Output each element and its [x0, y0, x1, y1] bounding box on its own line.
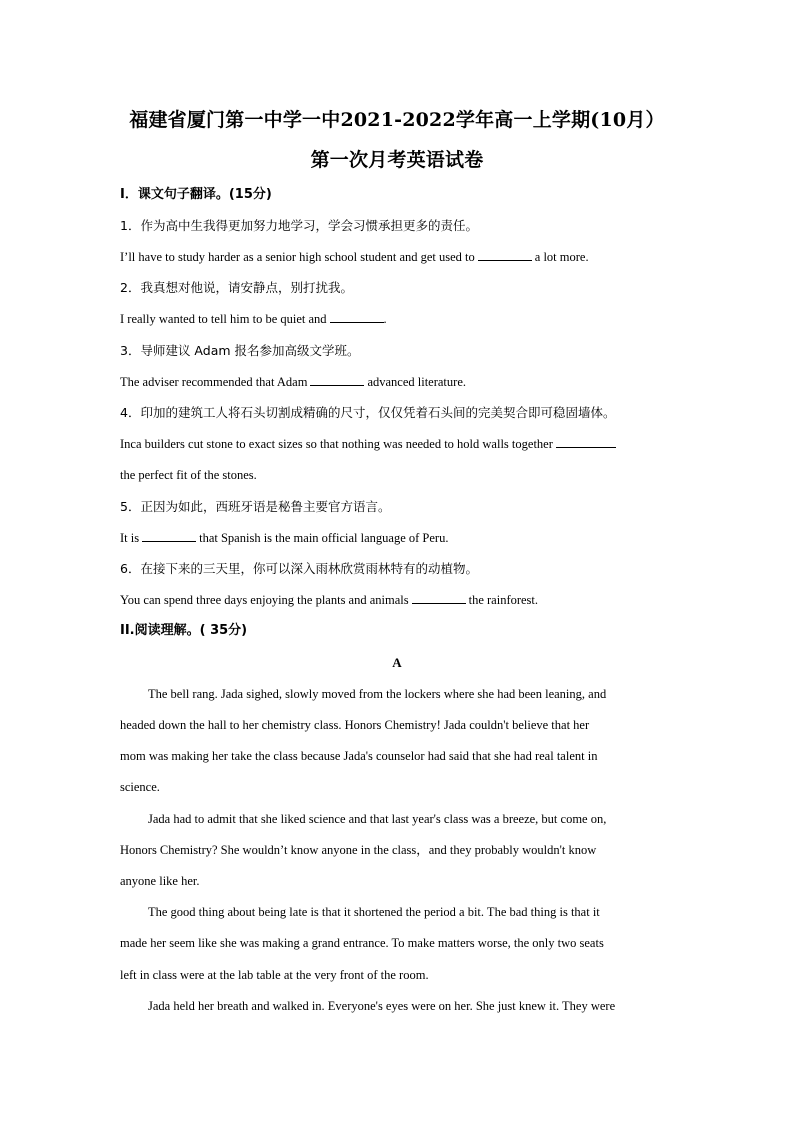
answer-blank[interactable]: [142, 529, 196, 542]
answer-blank[interactable]: [556, 435, 616, 448]
answer-blank[interactable]: [330, 310, 384, 323]
item-6-english-before: You can spend three days enjoying the plants and animals: [120, 593, 409, 607]
item-2-chinese: 2．我真想对他说，请安静点，别打扰我。: [120, 280, 353, 295]
item-2-english-before: I really wanted to tell him to be quiet and: [120, 312, 327, 326]
item-3-english-after: advanced literature.: [367, 375, 466, 389]
answer-blank[interactable]: [478, 248, 532, 261]
item-6-chinese: 6．在接下来的三天里，你可以深入雨林欣赏雨林特有的动植物。: [120, 561, 478, 576]
item-5-chinese: 5．正因为如此，西班牙语是秘鲁主要官方语言。: [120, 499, 391, 514]
passage-line: anyone like her.: [120, 874, 200, 888]
item-3-english: [120, 373, 680, 391]
item-1-english: [120, 248, 680, 266]
item-3-english-before: The adviser recommended that Adam: [120, 375, 308, 389]
item-4-chinese: 4．印加的建筑工人将石头切割成精确的尺寸，仅仅凭着石头间的完美契合即可稳固墙体。: [120, 405, 616, 420]
item-4-english-line-2: the perfect fit of the stones.: [120, 468, 257, 482]
passage-line: science.: [120, 780, 160, 794]
passage-label: A: [392, 655, 402, 670]
passage-line: Jada had to admit that she liked science and that last year's class was a breeze, but come on,: [148, 812, 607, 826]
passage-line: mom was making her take the class because Jada's counselor had said that she had real talent in: [120, 749, 598, 763]
item-1-english-before: I’ll have to study harder as a senior high school student and get used to: [120, 250, 475, 264]
item-6-english-after: the rainforest.: [468, 593, 539, 607]
item-6-english: [120, 591, 680, 609]
passage-line: Jada held her breath and walked in. Everyone's eyes were on her. She just knew it. They were: [148, 999, 616, 1013]
passage-line: headed down the hall to her chemistry class. Honors Chemistry! Jada couldn't believe that her: [120, 718, 590, 732]
item-5-english: [120, 529, 680, 547]
passage-line: The bell rang. Jada sighed, slowly moved from the lockers where she had been leaning, and: [148, 687, 607, 701]
item-1-chinese: 1．作为高中生我得更加努力地学习，学会习惯承担更多的责任。: [120, 218, 478, 233]
answer-blank[interactable]: [310, 373, 364, 386]
exam-title-line-1: 福建省厦门第一中学一中2021-2022学年高一上学期(10月）: [129, 109, 665, 131]
passage-line: made her seem like she was making a grand entrance. To make matters worse, the only two seats: [120, 936, 604, 950]
item-2-english: [120, 310, 680, 328]
answer-blank[interactable]: [412, 591, 466, 604]
item-2-english-after: .: [383, 312, 387, 326]
passage-line: The good thing about being late is that it shortened the period a bit. The bad thing is that it: [148, 905, 600, 919]
item-3-chinese: 3．导师建议 Adam 报名参加高级文学班。: [120, 343, 360, 358]
section-2-heading: II.阅读理解。( 35分): [120, 623, 248, 638]
item-5-english-after: that Spanish is the main official language of Peru.: [199, 531, 449, 545]
item-1-english-after: a lot more.: [534, 250, 589, 264]
passage-line: Honors Chemistry? She wouldn’t know anyone in the class，and they probably wouldn't know: [120, 843, 597, 857]
item-4-english: [120, 435, 680, 453]
passage-line: left in class were at the lab table at the very front of the room.: [120, 968, 429, 982]
exam-title-line-2: 第一次月考英语试卷: [310, 149, 484, 171]
item-4-english-before: Inca builders cut stone to exact sizes so that nothing was needed to hold walls together: [120, 437, 553, 451]
item-5-english-before: It is: [120, 531, 140, 545]
section-1-heading: I．课文句子翻译。(15分): [120, 187, 272, 202]
